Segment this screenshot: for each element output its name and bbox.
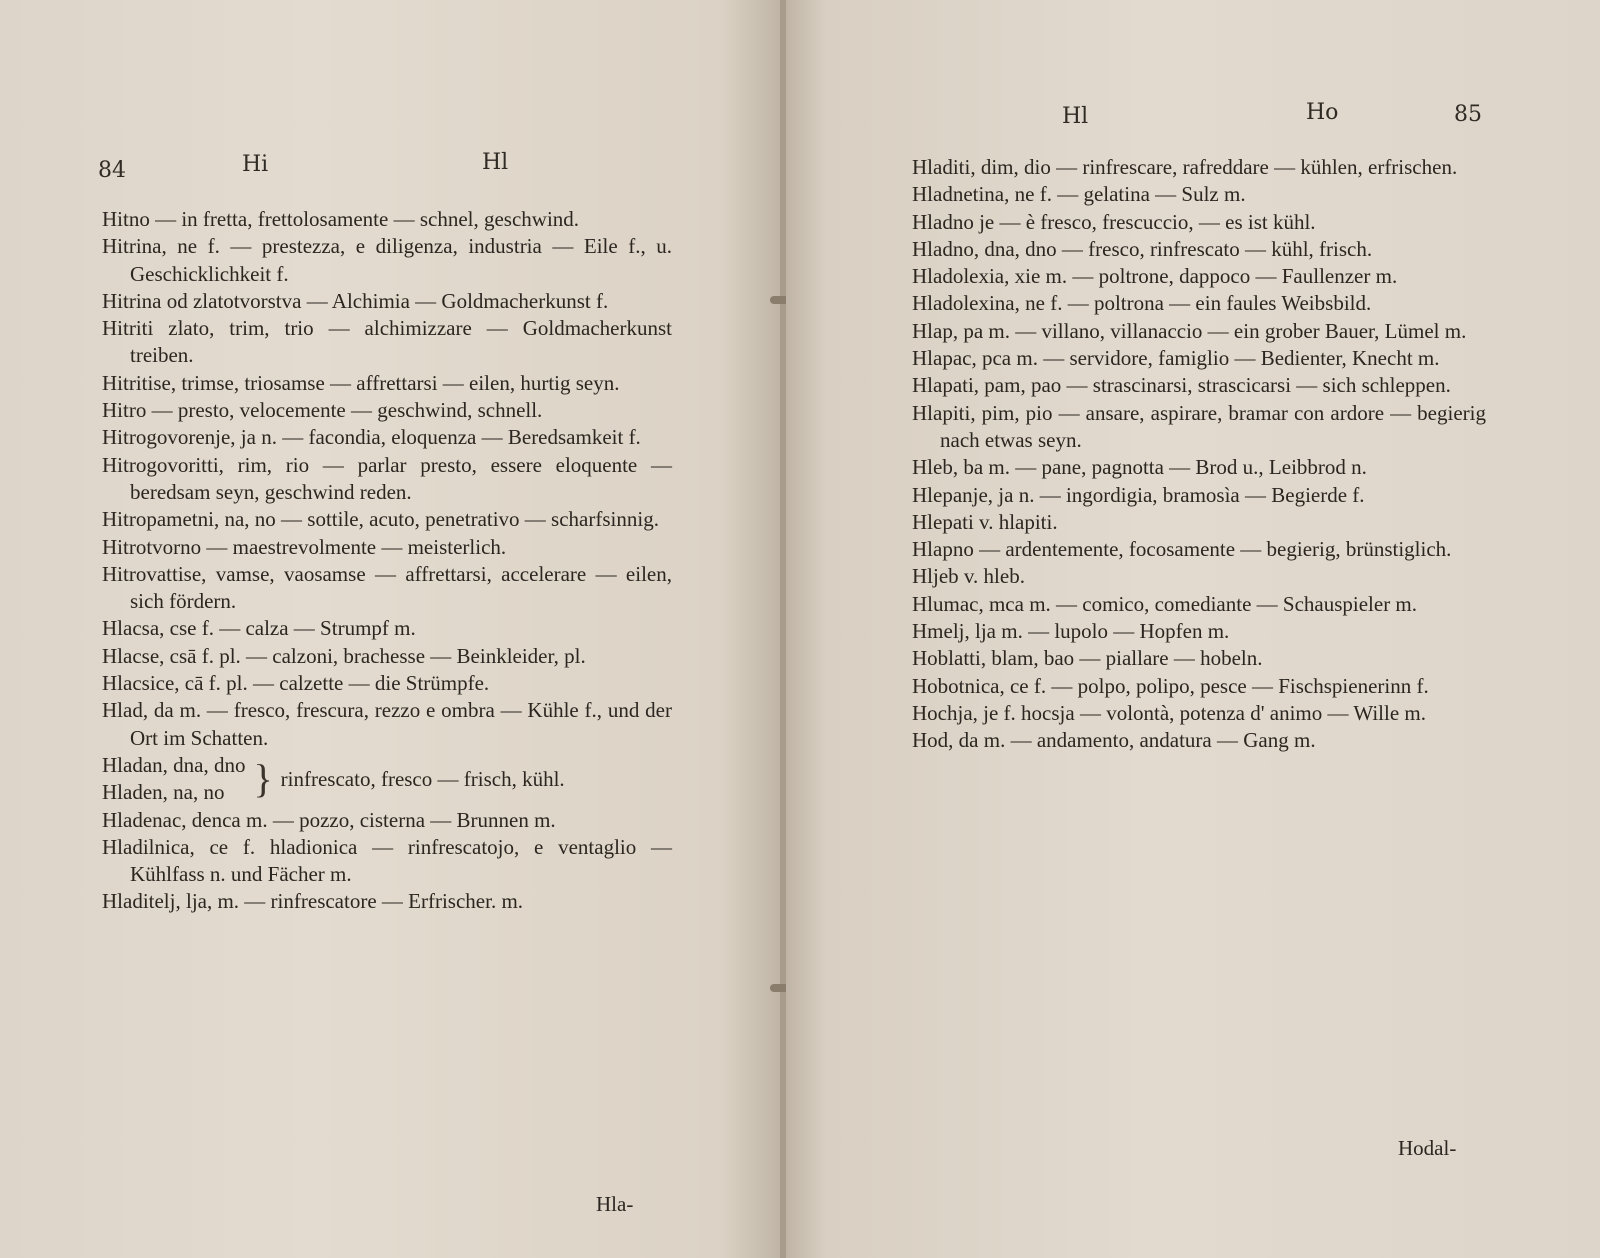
- dictionary-entry: Hlapati, pam, pao — strascinarsi, strascicarsi — sich schleppen.: [912, 373, 1451, 398]
- dictionary-entry: Hmelj, lja m. — lupolo — Hopfen m.: [912, 619, 1230, 644]
- dictionary-entry: Hochja, je f. hocsja — volontà, potenza d' animo — Wille m.: [912, 700, 1427, 725]
- dictionary-entry: Hlap, pa m. — villano, villanaccio — ein grober Bauer, Lümel m.: [912, 318, 1467, 343]
- dictionary-entry: Hladilnica, ce f. hladionica — rinfrescatojo, e ventaglio — Kühlfass n. und Fächer m.: [102, 834, 672, 887]
- dictionary-entry: Hlapno — ardentemente, focosamente — begierig, brünstiglich.: [912, 537, 1452, 562]
- running-head-right-b: Ho: [1306, 100, 1339, 125]
- dictionary-entry: Hitrogovorenje, ja n. — facondia, eloquenza — Beredsamkeit f.: [102, 425, 641, 450]
- running-head-left-a: Hi: [242, 152, 269, 177]
- combined-definition: rinfrescato, fresco — frisch, kühl.: [280, 766, 565, 791]
- dictionary-entry: Hladolexina, ne f. — poltrona — ein faules Weibsbild.: [912, 291, 1372, 316]
- dictionary-entry: Hlumac, mca m. — comico, comediante — Schauspieler m.: [912, 591, 1418, 616]
- right-page: [786, 0, 1600, 1258]
- dictionary-entry: Hladiti, dim, dio — rinfrescare, rafreddare — kühlen, erfrischen.: [912, 155, 1458, 179]
- dictionary-entry: Hitrina od zlatotvorstva — Alchimia — Goldmacherkunst f.: [102, 288, 609, 313]
- combined-entry: [102, 752, 672, 807]
- dictionary-entry: Hladolexia, xie m. — poltrone, dappoco — Faullenzer m.: [912, 264, 1398, 289]
- dictionary-entry: Hladnetina, ne f. — gelatina — Sulz m.: [912, 182, 1246, 207]
- dictionary-entry: Hobotnica, ce f. — polpo, polipo, pesce — Fischspienerinn f.: [912, 673, 1429, 698]
- combined-headword-a: Hladan, dna, dno: [102, 752, 246, 777]
- dictionary-entry: Hitriti zlato, trim, trio — alchimizzare — Goldmacherkunst treiben.: [102, 316, 672, 368]
- dictionary-entry: Hlepati v. hlapiti.: [912, 509, 1058, 534]
- dictionary-entry: Hitno — in fretta, frettolosamente — schnel, geschwind.: [102, 207, 580, 231]
- dictionary-entry: Hlacsa, cse f. — calza — Strumpf m.: [102, 616, 416, 641]
- brace-icon: }: [253, 756, 273, 802]
- dictionary-entry: Hlad, da m. — fresco, frescura, rezzo e ombra — Kühle f., und der Ort im Schatten.: [102, 698, 672, 750]
- page-number-left: 84: [98, 158, 126, 183]
- dictionary-entry: Hoblatti, blam, bao — piallare — hobeln.: [912, 646, 1263, 671]
- dictionary-entry: Hlacse, csā f. pl. — calzoni, brachesse — Beinkleider, pl.: [102, 643, 586, 668]
- dictionary-entry: Hladno je — è fresco, frescuccio, — es ist kühl.: [912, 209, 1316, 234]
- dictionary-entry: Hladno, dna, dno — fresco, rinfrescato — kühl, frisch.: [912, 236, 1373, 261]
- page-number-right: 85: [1454, 102, 1482, 127]
- dictionary-entry: Hljeb v. hleb.: [912, 564, 1025, 589]
- dictionary-entry: Hitrovattise, vamse, vaosamse — affrettarsi, accelerare — eilen, sich fördern.: [102, 561, 672, 614]
- left-page: [0, 0, 782, 1258]
- dictionary-entry: Hitrogovoritti, rim, rio — parlar presto, essere eloquente — beredsam seyn, geschwind reden.: [102, 452, 672, 504]
- dictionary-entry: Hlacsice, cā f. pl. — calzette — die Strümpfe.: [102, 671, 490, 696]
- dictionary-entry: Hitrina, ne f. — prestezza, e diligenza, industria — Eile f., u. Geschicklichkeit f.: [102, 234, 672, 286]
- catchword-left: Hla-: [596, 1192, 634, 1216]
- running-head-left-b: Hl: [482, 150, 509, 175]
- left-entries: [102, 206, 672, 916]
- combined-headword-b: Hladen, na, no: [102, 780, 225, 805]
- dictionary-entry: Hitritise, trimse, triosamse — affrettarsi — eilen, hurtig seyn.: [102, 370, 620, 395]
- dictionary-entry: Hod, da m. — andamento, andatura — Gang m.: [912, 728, 1316, 753]
- running-head-right-a: Hl: [1062, 104, 1089, 129]
- dictionary-entry: Hitropametni, na, no — sottile, acuto, penetrativo — scharfsinnig.: [102, 507, 659, 532]
- dictionary-entry: Hitrotvorno — maestrevolmente — meisterlich.: [102, 534, 507, 559]
- dictionary-entry: Hlapac, pca m. — servidore, famiglio — Bedienter, Knecht m.: [912, 346, 1440, 371]
- dictionary-entry: Hlepanje, ja n. — ingordigia, bramosìa — Begierde f.: [912, 482, 1365, 507]
- dictionary-entry: Hitro — presto, velocemente — geschwind, schnell.: [102, 398, 543, 423]
- dictionary-entry: Hleb, ba m. — pane, pagnotta — Brod u., Leibbrod n.: [912, 455, 1367, 480]
- catchword-right: Hodal-: [1398, 1136, 1457, 1160]
- right-entries: [912, 154, 1486, 755]
- dictionary-entry: Hladitelj, lja, m. — rinfrescatore — Erfrischer. m.: [102, 889, 524, 914]
- dictionary-entry: Hladenac, denca m. — pozzo, cisterna — Brunnen m.: [102, 807, 556, 832]
- dictionary-entry: Hlapiti, pim, pio — ansare, aspirare, bramar con ardore — begierig nach etwas seyn.: [912, 400, 1486, 452]
